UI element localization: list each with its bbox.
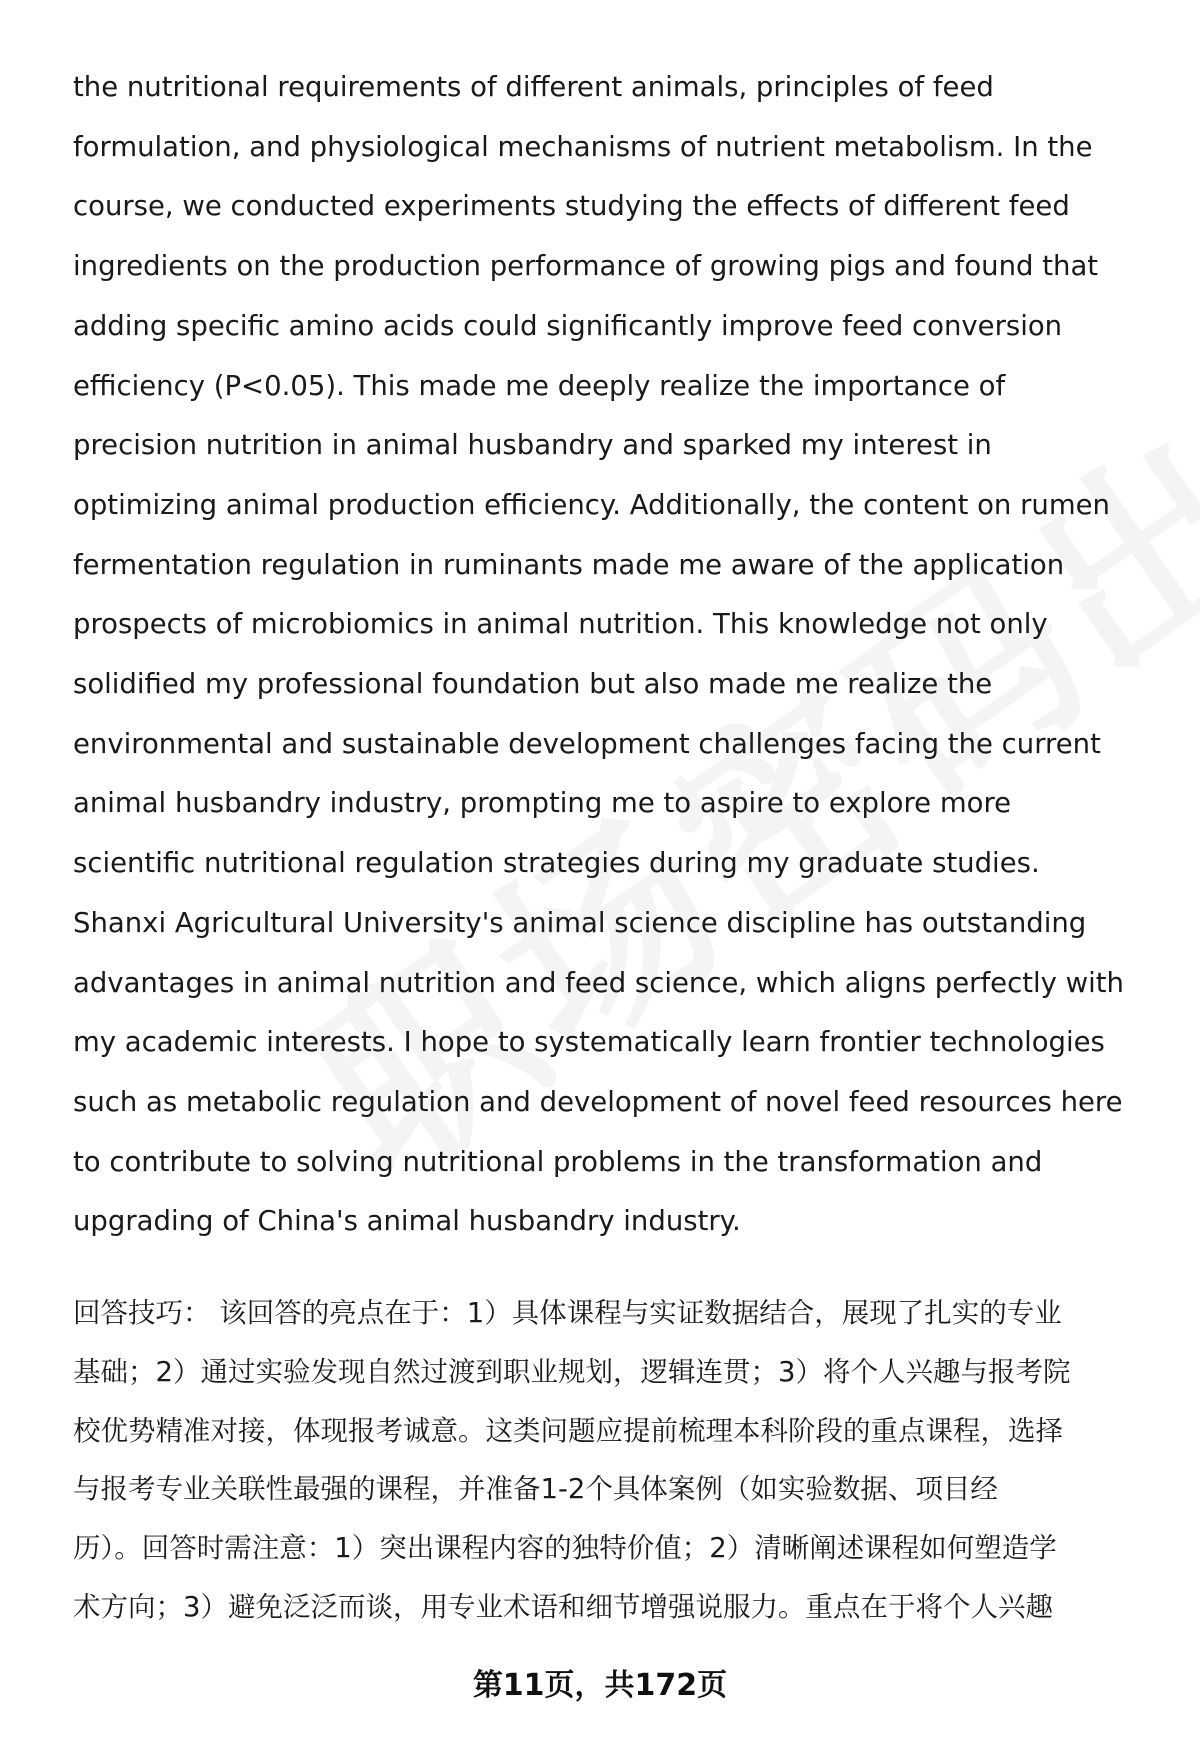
answer-line: efficiency (P<0.05). This made me deeply realize the importance of bbox=[73, 369, 1006, 402]
answer-line: to contribute to solving nutritional problems in the transformation and bbox=[73, 1145, 1043, 1178]
answer-line: my academic interests. I hope to systematically learn frontier technologies bbox=[73, 1026, 1105, 1059]
tips-line: 校优势精准对接，体现报考诚意。这类问题应提前梳理本科阶段的重点课程，选择 bbox=[73, 1414, 1063, 1447]
answer-line: fermentation regulation in ruminants made me aware of the application bbox=[73, 548, 1065, 581]
page-number: 第11页，共172页 bbox=[472, 1668, 728, 1703]
answer-line: ingredients on the production performance of growing pigs and found that bbox=[73, 250, 1099, 283]
tips-line: 回答技巧： 该回答的亮点在于：1）具体课程与实证数据结合，展现了扎实的专业 bbox=[73, 1297, 1062, 1329]
answer-line: such as metabolic regulation and development of novel feed resources here bbox=[73, 1085, 1123, 1118]
answer-line: precision nutrition in animal husbandry and sparked my interest in bbox=[73, 429, 992, 462]
tips-line: 与报考专业关联性最强的课程，并准备1-2个具体案例（如实验数据、项目经 bbox=[73, 1473, 998, 1506]
tips-line: 基础；2）通过实验发现自然过渡到职业规划，逻辑连贯；3）将个人兴趣与报考院 bbox=[73, 1355, 1071, 1388]
answer-line: solidified my professional foundation but also made me realize the bbox=[73, 668, 993, 701]
answer-line: scientific nutritional regulation strategies during my graduate studies. bbox=[73, 847, 1040, 880]
answer-line: environmental and sustainable development challenges facing the current bbox=[73, 727, 1101, 760]
answer-line: advantages in animal nutrition and feed science, which aligns perfectly with bbox=[73, 966, 1124, 999]
tips-line: 历）。回答时需注意：1）突出课程内容的独特价值；2）清晰阐述课程如何塑造学 bbox=[73, 1532, 1057, 1565]
answer-line: Shanxi Agricultural University's animal science discipline has outstanding bbox=[73, 906, 1087, 939]
answer-line: formulation, and physiological mechanisms of nutrient metabolism. In the bbox=[73, 130, 1093, 163]
answer-line: the nutritional requirements of different animals, principles of feed bbox=[73, 71, 994, 103]
answer-line: course, we conducted experiments studying the effects of different feed bbox=[73, 190, 1070, 223]
answer-line: optimizing animal production efficiency. Additionally, the content on rumen bbox=[73, 488, 1110, 521]
answer-line: upgrading of China's animal husbandry industry. bbox=[73, 1205, 741, 1238]
tips-line: 术方向；3）避免泛泛而谈，用专业术语和细节增强说服力。重点在于将个人兴趣 bbox=[73, 1590, 1053, 1623]
answer-tips-paragraph bbox=[73, 1284, 1163, 1637]
answer-line: prospects of microbiomics in animal nutrition. This knowledge not only bbox=[73, 608, 1048, 641]
answer-paragraph bbox=[73, 58, 1173, 1252]
answer-line: animal husbandry industry, prompting me to aspire to explore more bbox=[73, 787, 1012, 820]
answer-line: adding specific amino acids could significantly improve feed conversion bbox=[73, 309, 1063, 342]
